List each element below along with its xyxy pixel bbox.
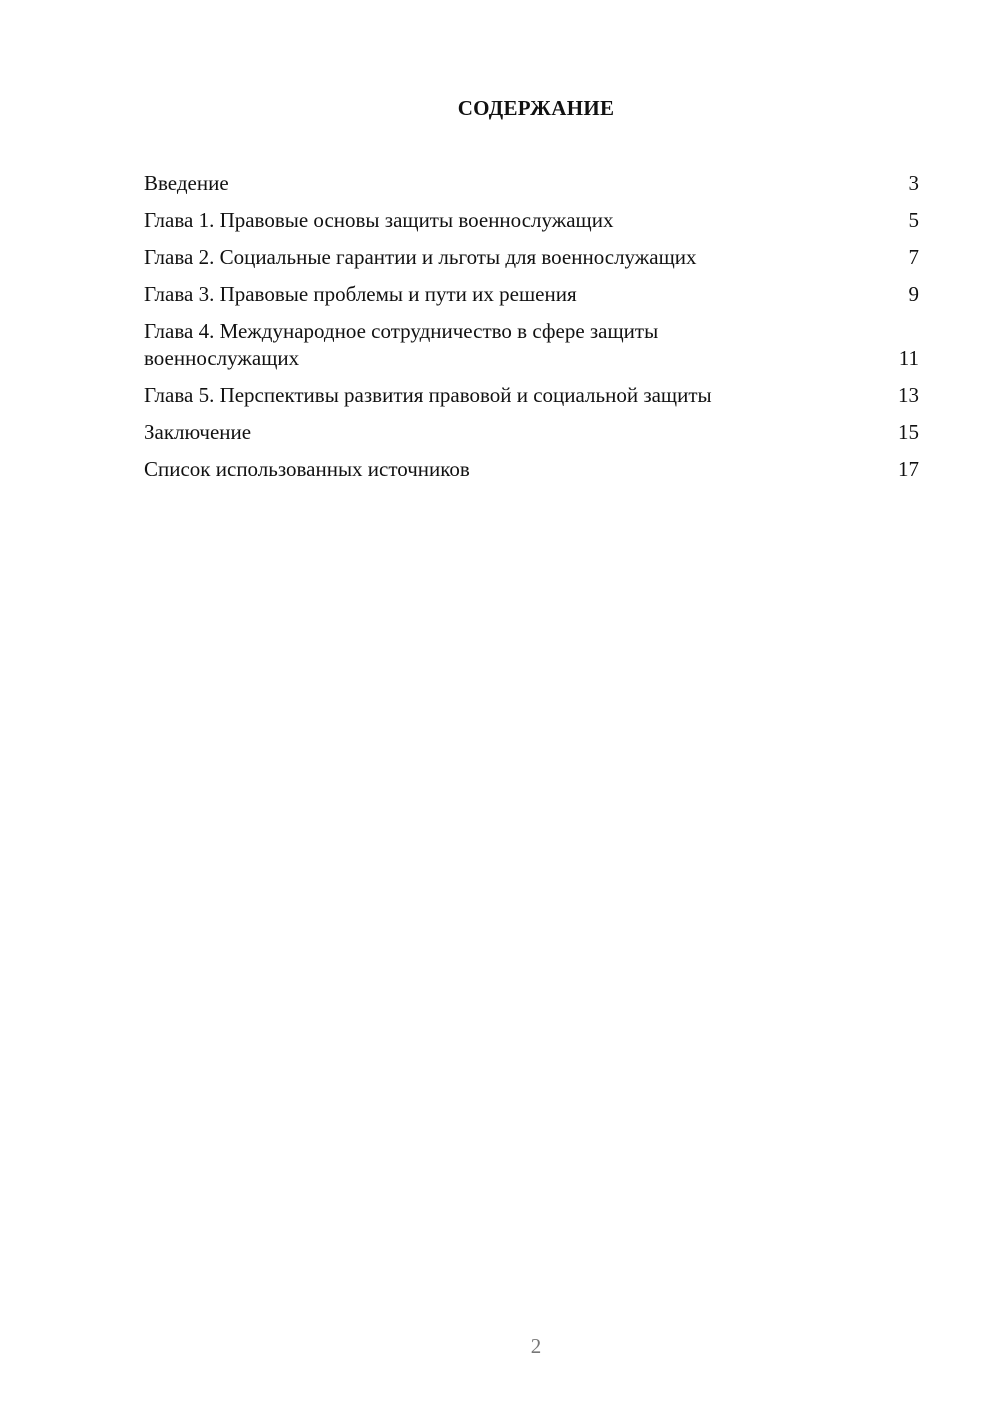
toc-entry-introduction[interactable] [144,170,919,197]
toc-entry-page: 3 [908,171,919,195]
toc-entry-label: Глава 3. Правовые проблемы и пути их решения [144,282,577,306]
toc-entry-references[interactable] [144,456,919,483]
toc-entry-label: Список использованных источников [144,457,470,481]
toc-entry-chapter-1[interactable] [144,207,919,234]
toc-entry-label: Заключение [144,420,252,444]
toc-entry-label: Глава 1. Правовые основы защиты военнослужащих [144,208,614,232]
toc-entry-page: 13 [898,383,919,407]
toc-entry-label: Глава 5. Перспективы развития правовой и социальной защиты [144,383,712,407]
toc-entry-page: 11 [898,346,919,370]
toc-entry-chapter-5[interactable] [144,382,919,409]
toc-entry-page: 17 [898,457,919,481]
toc-entry-page: 7 [908,245,919,269]
table-of-contents [144,170,919,493]
page-number: 2 [530,1334,542,1358]
toc-entry-page: 9 [908,282,919,306]
toc-entry-label: Введение [144,171,229,195]
toc-entry-page: 15 [898,420,919,444]
toc-entry-chapter-3[interactable] [144,281,919,308]
toc-entry-chapter-2[interactable] [144,244,919,271]
toc-entry-conclusion[interactable] [144,419,919,446]
toc-entry-label: Глава 4. Международное сотрудничество в сфере защиты военнослужащих [144,319,659,370]
toc-entry-label: Глава 2. Социальные гарантии и льготы для военнослужащих [144,245,697,269]
page-title: СОДЕРЖАНИЕ [457,96,615,120]
toc-entry-page: 5 [908,208,919,232]
toc-entry-chapter-4[interactable] [144,318,919,372]
